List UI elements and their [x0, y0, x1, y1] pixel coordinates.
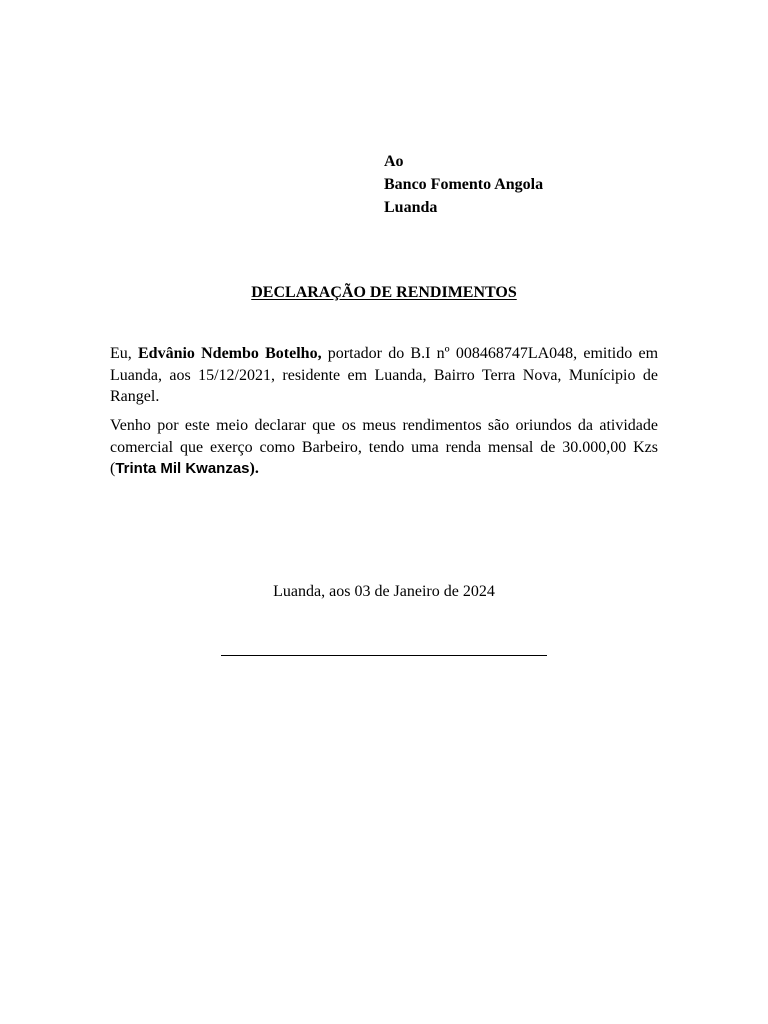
paragraph-income-text: Venho por este meio declarar que os meus rendimentos são oriundos da atividade comercial que exerço como Barbeiro, tendo uma renda mensal de 30.000,00 Kzs ( — [110, 417, 658, 477]
document-title — [0, 283, 768, 303]
income-amount-words: Trinta Mil Kwanzas — [115, 460, 250, 477]
paragraph-income-suffix: ). — [249, 460, 259, 477]
paragraph-identity-details: portador do B.I nº 008468747LA048, emitido em Luanda, aos 15/12/2021, residente em Luanda, Bairro Terra Nova, Munícipio de Rangel. — [110, 345, 659, 405]
paragraph-identity — [110, 343, 658, 408]
addressee-city: Luanda — [384, 199, 438, 216]
addressee-salutation: Ao — [384, 153, 404, 170]
declarant-name: Edvânio Ndembo Botelho, — [138, 345, 322, 362]
paragraph-identity-prefix: Eu, — [110, 345, 138, 362]
paragraph-income — [110, 415, 658, 480]
addressee-block — [384, 150, 543, 219]
addressee-bank: Banco Fomento Angola — [384, 176, 544, 193]
document-title-text: DECLARAÇÃO DE RENDIMENTOS — [251, 284, 517, 301]
date-line: Luanda, aos 03 de Janeiro de 2024 — [273, 583, 495, 600]
signature-line — [221, 655, 547, 656]
